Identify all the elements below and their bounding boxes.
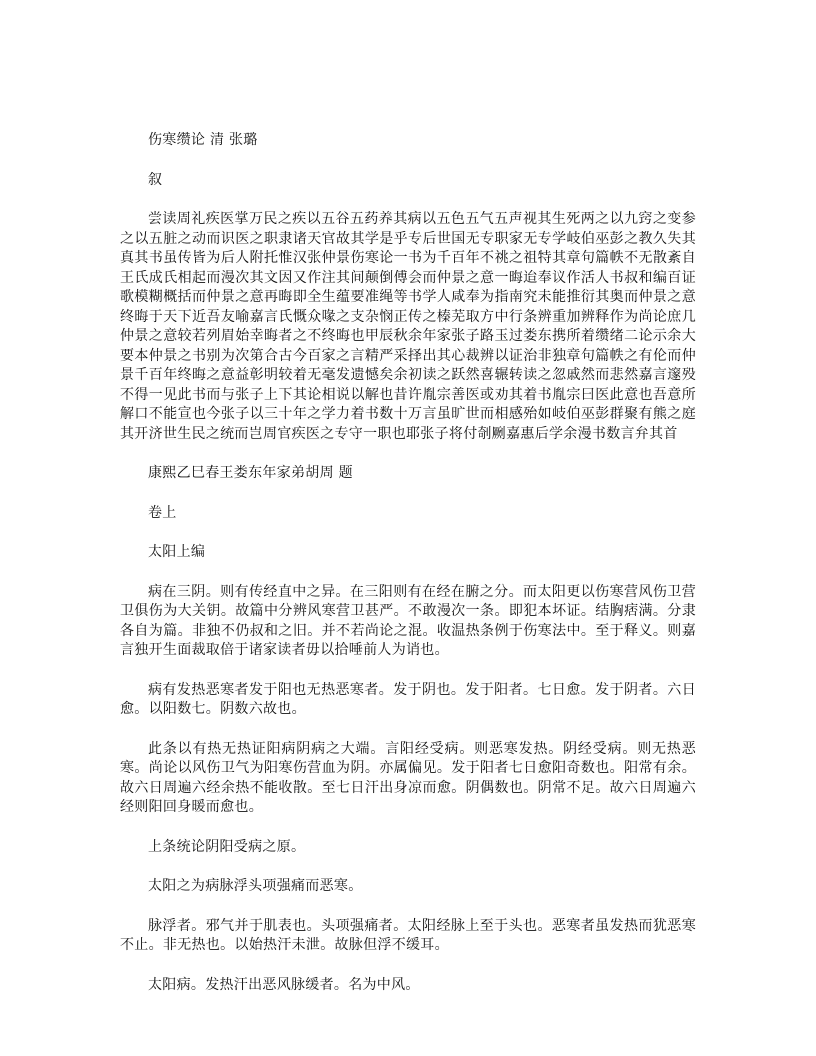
commentary-paragraph: 此条以有热无热证阳病阴病之大端。言阳经受病。则恶寒发热。阴经受病。则无热恶寒。尚论以风伤卫气为阳寒伤营血为阴。亦属偏见。发于阳者七日愈阳奇数也。阳常有余。故六日周遍六经余热不能收散。至七日汗出身凉而愈。阴偶数也。阴常不足。故六日周遍六经则阳回身暖而愈也。 <box>120 740 696 815</box>
spacer <box>120 661 696 681</box>
spacer <box>120 956 696 976</box>
spacer <box>120 563 696 583</box>
book-title-line: 伤寒缵论 清 张璐 <box>148 132 258 148</box>
spacer <box>120 720 696 740</box>
spacer <box>120 818 696 838</box>
section-intro-paragraph: 病在三阴。则有传经直中之异。在三阳则有在经在腑之分。而太阳更以伤寒营风伤卫营卫俱伤为大关钥。故篇中分辨风寒营卫甚严。不敢漫次一条。即犯本坏证。结胸痞满。分隶各自为篇。非独不仍叔和之旧。并不若尚论之混。收温热条例于伤寒法中。至于释义。则嘉言独开生面裁取倍于诸家读者毋以拾唾前人为诮也。 <box>120 583 696 658</box>
spacer <box>120 484 696 504</box>
volume-heading: 卷上 <box>148 504 177 521</box>
spacer <box>120 523 696 543</box>
summary-paragraph: 上条统论阴阳受病之原。 <box>148 838 306 855</box>
spacer <box>120 857 696 877</box>
article-paragraph: 太阳病。发热汗出恶风脉缓者。名为中风。 <box>148 976 420 993</box>
section-heading: 太阳上编 <box>148 544 206 560</box>
document-page <box>120 131 696 995</box>
spacer <box>120 444 696 464</box>
commentary-paragraph: 脉浮者。邪气并于肌表也。头项强痛者。太阳经脉上至于头也。恶寒者虽发热而犹恶寒不止。非无热也。以始热汗未泄。故脉但浮不缓耳。 <box>120 917 696 953</box>
article-paragraph: 太阳之为病脉浮头项强痛而恶寒。 <box>148 878 363 894</box>
article-paragraph: 病有发热恶寒者发于阳也无热恶寒者。发于阴也。发于阳者。七日愈。发于阴者。六日愈。以阳数七。阴数六故也。 <box>120 681 696 717</box>
preface-signature: 康熙乙巳春王娄东年家弟胡周 题 <box>148 465 353 481</box>
spacer <box>120 897 696 917</box>
spacer <box>120 190 696 210</box>
preface-paragraph: 尝读周礼疾医掌万民之疾以五谷五药养其病以五色五气五声视其生死两之以九窍之变参之以五脏之动而识医之职隶诸天官故其学是乎专后世国无专职家无专学岐伯巫彭之教久失其真其书虽传皆为后人附托惟汉张仲景伤寒论一书为千百年不祧之祖特其章句篇帙不无散紊自王氏成氏相起而漫次其文因又作注其间颠倒傅会而仲景之意一晦迨奉议作活人书叔和编百证歌模糊概括而仲景之意再晦即全生蕴要准绳等书学人咸奉为指南究未能推衍其奥而仲景之意终晦于天下近吾友喻嘉言氏慨众喙之支杂悯正传之榛芜取方中行条辨重加辨释作为尚论庶几仲景之意较若列眉始幸晦者之不终晦也甲辰秋余年家张子路玉过娄东携所着缵绪二论示余大要本仲景之书别为次第合古今百家之言精严采择出其心裁辨以证治非独章句篇帙之有伦而仲景千百年终晦之意益彰明较着无毫发遗憾矣余初读之跃然喜辗转读之忽戚然而悲然嘉言邃殁不得一见此书而与张子上下其论相说以解也昔许胤宗善医或劝其着书胤宗曰医此意也吾意所解口不能宣也今张子以三十年之学力着书数十万言虽旷世而相感殆如岐伯巫彭群聚有熊之庭其开济世生民之统而岂周官疾医之专守一职也耶张子将付剞劂嘉惠后学余漫书数言弁其首 <box>120 211 696 442</box>
spacer <box>120 151 696 171</box>
preface-heading: 叙 <box>148 171 163 188</box>
